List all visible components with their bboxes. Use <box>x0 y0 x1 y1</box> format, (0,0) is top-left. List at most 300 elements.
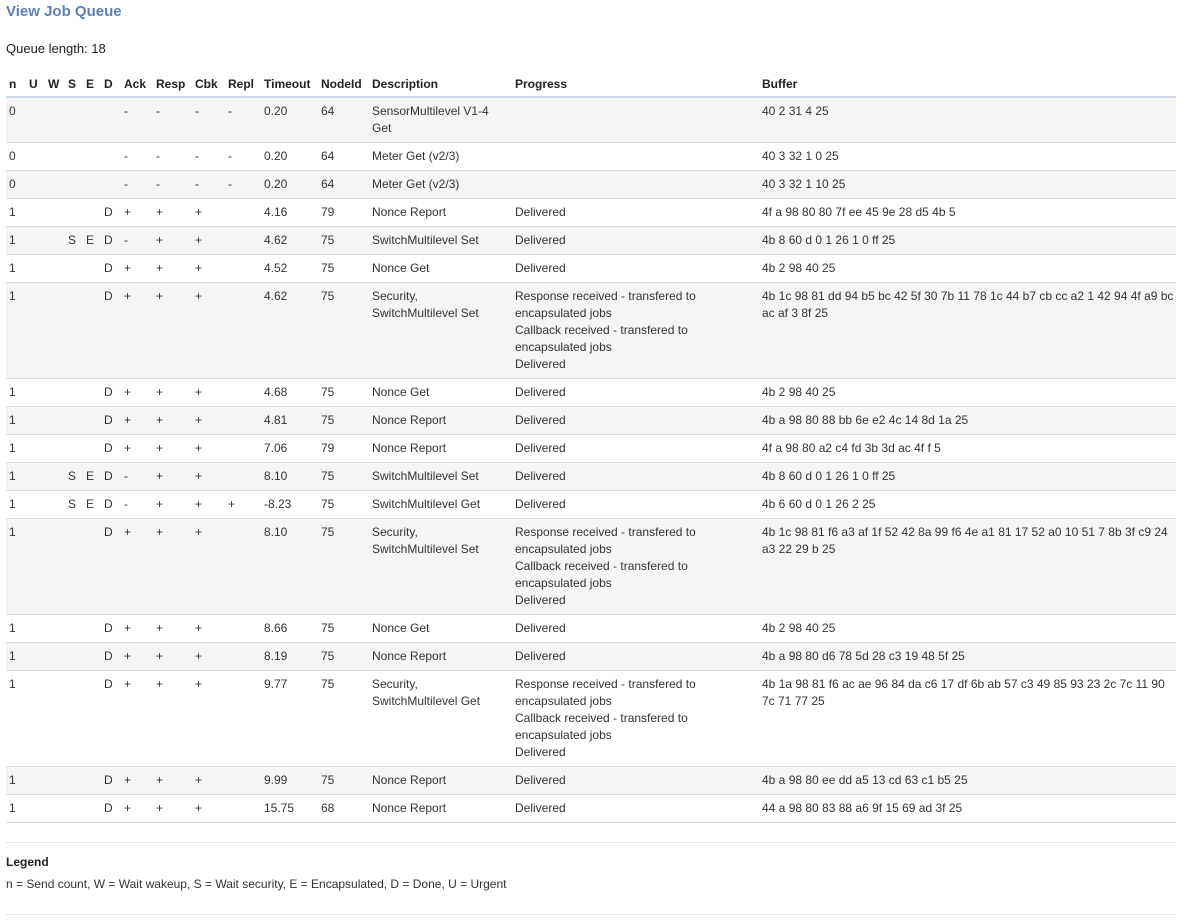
cell-cbk: + <box>192 491 225 519</box>
cell-buffer: 4b 2 98 40 25 <box>759 615 1176 643</box>
cell-wait-security <box>65 199 83 227</box>
cell-buffer: 4b a 98 80 ee dd a5 13 cd 63 c1 b5 25 <box>759 767 1176 795</box>
cell-description <box>369 671 512 767</box>
cell-wait-wakeup <box>45 463 65 491</box>
cell-progress-line: Callback received - transfered to <box>515 559 688 573</box>
table-row <box>6 199 1176 227</box>
cell-repl: - <box>225 143 261 171</box>
cell-buffer: 4b a 98 80 d6 78 5d 28 c3 19 48 5f 25 <box>759 643 1176 671</box>
cell-encapsulated <box>83 519 101 615</box>
cell-repl <box>225 227 261 255</box>
cell-done: D <box>101 199 121 227</box>
legend-divider <box>6 842 1176 843</box>
cell-done <box>101 97 121 143</box>
cell-n: 0 <box>6 171 26 199</box>
cell-timeout: 8.19 <box>261 643 318 671</box>
cell-buffer: 4b 1c 98 81 dd 94 b5 bc 42 5f 30 7b 11 78 1c 44 b7 cb cc a2 1 42 94 4f a9 bc ac af 3 8f 25 <box>759 283 1176 379</box>
cell-description-line: SwitchMultilevel Set <box>372 233 479 247</box>
cell-resp: - <box>153 97 192 143</box>
col-header-nodeid: NodeId <box>318 72 369 97</box>
cell-cbk: + <box>192 283 225 379</box>
cell-description-line: Nonce Report <box>372 649 447 663</box>
cell-repl <box>225 283 261 379</box>
cell-n: 1 <box>6 491 26 519</box>
cell-wait-security <box>65 671 83 767</box>
table-row <box>6 463 1176 491</box>
cell-buffer: 4f a 98 80 80 7f ee 45 9e 28 d5 4b 5 <box>759 199 1176 227</box>
cell-description-line: Nonce Get <box>372 261 430 275</box>
cell-done: D <box>101 435 121 463</box>
table-row <box>6 255 1176 283</box>
cell-buffer: 40 3 32 1 10 25 <box>759 171 1176 199</box>
cell-encapsulated <box>83 199 101 227</box>
cell-urgent <box>26 491 45 519</box>
cell-ack: - <box>121 491 153 519</box>
cell-ack: + <box>121 643 153 671</box>
cell-nodeid: 75 <box>318 643 369 671</box>
cell-wait-wakeup <box>45 143 65 171</box>
cell-urgent <box>26 407 45 435</box>
cell-repl <box>225 643 261 671</box>
cell-cbk: - <box>192 143 225 171</box>
cell-description <box>369 255 512 283</box>
cell-nodeid: 75 <box>318 227 369 255</box>
cell-description-line: Security, <box>372 289 418 303</box>
cell-description-line: SwitchMultilevel Set <box>372 306 479 320</box>
cell-cbk: + <box>192 767 225 795</box>
cell-progress-line: Response received - transfered to <box>515 677 696 691</box>
cell-description <box>369 643 512 671</box>
cell-description <box>369 199 512 227</box>
cell-ack: + <box>121 519 153 615</box>
cell-description-line: Nonce Report <box>372 441 447 455</box>
cell-nodeid: 75 <box>318 255 369 283</box>
col-header-buffer: Buffer <box>759 72 1176 97</box>
cell-wait-security <box>65 97 83 143</box>
cell-cbk: + <box>192 435 225 463</box>
cell-n: 1 <box>6 379 26 407</box>
table-row <box>6 171 1176 199</box>
cell-urgent <box>26 97 45 143</box>
col-header-repl: Repl <box>225 72 261 97</box>
cell-progress <box>512 143 759 171</box>
cell-n: 1 <box>6 795 26 823</box>
cell-n: 1 <box>6 255 26 283</box>
cell-done: D <box>101 615 121 643</box>
cell-description-line: SwitchMultilevel Set <box>372 542 479 556</box>
cell-buffer: 4b 8 60 d 0 1 26 1 0 ff 25 <box>759 463 1176 491</box>
col-header-ack: Ack <box>121 72 153 97</box>
cell-progress-line: Delivered <box>515 413 566 427</box>
cell-repl <box>225 671 261 767</box>
cell-n: 1 <box>6 435 26 463</box>
bottom-divider <box>6 914 1176 915</box>
cell-description-line: Meter Get (v2/3) <box>372 149 460 163</box>
cell-ack: + <box>121 795 153 823</box>
table-row <box>6 283 1176 379</box>
cell-nodeid: 75 <box>318 615 369 643</box>
cell-cbk: + <box>192 407 225 435</box>
cell-repl <box>225 199 261 227</box>
cell-repl <box>225 463 261 491</box>
cell-timeout: 9.77 <box>261 671 318 767</box>
cell-progress-line: Delivered <box>515 745 566 759</box>
table-row <box>6 795 1176 823</box>
cell-n: 1 <box>6 767 26 795</box>
cell-done: D <box>101 643 121 671</box>
cell-wait-security <box>65 519 83 615</box>
cell-progress <box>512 407 759 435</box>
cell-description-line: Get <box>372 121 392 135</box>
cell-wait-wakeup <box>45 97 65 143</box>
cell-resp: + <box>153 227 192 255</box>
cell-urgent <box>26 199 45 227</box>
cell-ack: - <box>121 463 153 491</box>
cell-urgent <box>26 463 45 491</box>
cell-description <box>369 435 512 463</box>
cell-description <box>369 227 512 255</box>
cell-encapsulated <box>83 671 101 767</box>
table-row <box>6 407 1176 435</box>
table-row <box>6 767 1176 795</box>
cell-wait-wakeup <box>45 435 65 463</box>
cell-nodeid: 64 <box>318 143 369 171</box>
cell-encapsulated <box>83 795 101 823</box>
col-header-cbk: Cbk <box>192 72 225 97</box>
cell-progress-line: Callback received - transfered to <box>515 323 688 337</box>
cell-wait-wakeup <box>45 795 65 823</box>
cell-n: 1 <box>6 407 26 435</box>
cell-progress-line: Delivered <box>515 497 566 511</box>
cell-done: D <box>101 519 121 615</box>
cell-wait-wakeup <box>45 255 65 283</box>
cell-description-line: SwitchMultilevel Get <box>372 694 481 708</box>
cell-wait-security <box>65 171 83 199</box>
cell-repl <box>225 407 261 435</box>
cell-buffer: 44 a 98 80 83 88 a6 9f 15 69 ad 3f 25 <box>759 795 1176 823</box>
cell-ack: + <box>121 671 153 767</box>
cell-buffer: 4b 6 60 d 0 1 26 2 25 <box>759 491 1176 519</box>
cell-resp: + <box>153 767 192 795</box>
cell-done: D <box>101 795 121 823</box>
cell-progress-line: Delivered <box>515 205 566 219</box>
cell-progress <box>512 435 759 463</box>
cell-resp: + <box>153 407 192 435</box>
cell-resp: + <box>153 671 192 767</box>
cell-buffer: 40 2 31 4 25 <box>759 97 1176 143</box>
cell-progress-line: encapsulated jobs <box>515 306 612 320</box>
cell-progress-line: Response received - transfered to <box>515 289 696 303</box>
table-row <box>6 97 1176 143</box>
cell-wait-security <box>65 435 83 463</box>
cell-timeout: 8.66 <box>261 615 318 643</box>
cell-resp: - <box>153 143 192 171</box>
cell-timeout: 4.62 <box>261 227 318 255</box>
cell-wait-wakeup <box>45 643 65 671</box>
cell-progress-line: Delivered <box>515 593 566 607</box>
cell-repl: + <box>225 491 261 519</box>
cell-resp: + <box>153 491 192 519</box>
cell-resp: + <box>153 519 192 615</box>
cell-nodeid: 64 <box>318 97 369 143</box>
cell-progress <box>512 519 759 615</box>
cell-encapsulated <box>83 643 101 671</box>
cell-n: 1 <box>6 199 26 227</box>
cell-description <box>369 171 512 199</box>
cell-cbk: - <box>192 171 225 199</box>
cell-progress <box>512 767 759 795</box>
cell-wait-wakeup <box>45 491 65 519</box>
cell-ack: - <box>121 227 153 255</box>
cell-cbk: + <box>192 199 225 227</box>
cell-progress <box>512 643 759 671</box>
cell-timeout: 8.10 <box>261 463 318 491</box>
cell-buffer: 4b 2 98 40 25 <box>759 255 1176 283</box>
cell-timeout: 15.75 <box>261 795 318 823</box>
cell-urgent <box>26 519 45 615</box>
cell-n: 1 <box>6 283 26 379</box>
cell-urgent <box>26 643 45 671</box>
cell-urgent <box>26 283 45 379</box>
cell-ack: + <box>121 283 153 379</box>
cell-wait-wakeup <box>45 407 65 435</box>
cell-description <box>369 519 512 615</box>
cell-description-line: Meter Get (v2/3) <box>372 177 460 191</box>
cell-done: D <box>101 463 121 491</box>
cell-n: 0 <box>6 97 26 143</box>
cell-description-line: Nonce Report <box>372 773 447 787</box>
cell-repl <box>225 435 261 463</box>
cell-wait-security <box>65 795 83 823</box>
cell-ack: - <box>121 97 153 143</box>
cell-urgent <box>26 795 45 823</box>
cell-progress-line: encapsulated jobs <box>515 340 612 354</box>
cell-encapsulated: E <box>83 227 101 255</box>
cell-progress <box>512 227 759 255</box>
cell-description <box>369 491 512 519</box>
cell-buffer: 4b 1c 98 81 f6 a3 af 1f 52 42 8a 99 f6 4e a1 81 17 52 a0 10 51 7 8b 3f c9 24 a3 22 29 b 25 <box>759 519 1176 615</box>
cell-cbk: + <box>192 379 225 407</box>
cell-n: 0 <box>6 143 26 171</box>
cell-timeout: -8.23 <box>261 491 318 519</box>
cell-progress-line: Delivered <box>515 385 566 399</box>
table-row <box>6 379 1176 407</box>
cell-cbk: + <box>192 615 225 643</box>
page-title-link[interactable]: View Job Queue <box>6 3 122 20</box>
cell-description-line: Nonce Report <box>372 801 447 815</box>
cell-done: D <box>101 671 121 767</box>
cell-repl <box>225 379 261 407</box>
cell-description <box>369 767 512 795</box>
cell-urgent <box>26 143 45 171</box>
cell-encapsulated <box>83 615 101 643</box>
cell-description-line: SwitchMultilevel Get <box>372 497 481 511</box>
cell-n: 1 <box>6 463 26 491</box>
cell-encapsulated <box>83 379 101 407</box>
cell-ack: + <box>121 255 153 283</box>
cell-done <box>101 143 121 171</box>
cell-n: 1 <box>6 671 26 767</box>
cell-progress-line: Delivered <box>515 261 566 275</box>
cell-description <box>369 283 512 379</box>
cell-progress <box>512 491 759 519</box>
cell-timeout: 4.62 <box>261 283 318 379</box>
cell-progress-line: Delivered <box>515 441 566 455</box>
job-queue-body <box>6 97 1176 823</box>
cell-nodeid: 75 <box>318 283 369 379</box>
cell-n: 1 <box>6 227 26 255</box>
col-header-w: W <box>45 72 65 97</box>
table-row <box>6 143 1176 171</box>
cell-timeout: 0.20 <box>261 97 318 143</box>
cell-wait-wakeup <box>45 615 65 643</box>
cell-urgent <box>26 615 45 643</box>
cell-progress <box>512 615 759 643</box>
cell-progress <box>512 255 759 283</box>
cell-progress-line: Delivered <box>515 357 566 371</box>
col-header-resp: Resp <box>153 72 192 97</box>
col-header-e: E <box>83 72 101 97</box>
cell-ack: - <box>121 143 153 171</box>
legend-title: Legend <box>6 855 49 869</box>
cell-wait-wakeup <box>45 519 65 615</box>
cell-encapsulated <box>83 407 101 435</box>
cell-description-line: Nonce Get <box>372 621 430 635</box>
col-header-progress: Progress <box>512 72 759 97</box>
cell-description-line: Nonce Report <box>372 205 447 219</box>
cell-cbk: + <box>192 463 225 491</box>
cell-progress <box>512 199 759 227</box>
cell-repl <box>225 519 261 615</box>
cell-timeout: 0.20 <box>261 171 318 199</box>
cell-done: D <box>101 283 121 379</box>
legend-text: n = Send count, W = Wait wakeup, S = Wait security, E = Encapsulated, D = Done, U = Urgent <box>6 877 507 891</box>
cell-description <box>369 97 512 143</box>
cell-description-line: Security, <box>372 677 418 691</box>
cell-progress-line: encapsulated jobs <box>515 694 612 708</box>
cell-nodeid: 75 <box>318 767 369 795</box>
cell-progress-line: Delivered <box>515 621 566 635</box>
table-row <box>6 227 1176 255</box>
cell-done: D <box>101 227 121 255</box>
cell-cbk: + <box>192 795 225 823</box>
cell-cbk: + <box>192 643 225 671</box>
cell-urgent <box>26 435 45 463</box>
cell-done: D <box>101 407 121 435</box>
cell-done: D <box>101 491 121 519</box>
cell-timeout: 8.10 <box>261 519 318 615</box>
cell-description <box>369 379 512 407</box>
table-row <box>6 671 1176 767</box>
cell-nodeid: 68 <box>318 795 369 823</box>
cell-repl <box>225 615 261 643</box>
cell-repl <box>225 767 261 795</box>
cell-progress-line: Callback received - transfered to <box>515 711 688 725</box>
cell-description <box>369 407 512 435</box>
table-row <box>6 519 1176 615</box>
cell-encapsulated <box>83 283 101 379</box>
cell-description-line: SensorMultilevel V1-4 <box>372 104 489 118</box>
table-header-row <box>6 72 1176 97</box>
cell-progress-line: encapsulated jobs <box>515 542 612 556</box>
cell-timeout: 4.68 <box>261 379 318 407</box>
cell-nodeid: 79 <box>318 435 369 463</box>
cell-buffer: 4b 1a 98 81 f6 ac ae 96 84 da c6 17 df 6b ab 57 c3 49 85 93 23 2c 7c 11 90 7c 71 77 25 <box>759 671 1176 767</box>
cell-urgent <box>26 227 45 255</box>
cell-nodeid: 79 <box>318 199 369 227</box>
cell-timeout: 7.06 <box>261 435 318 463</box>
cell-progress <box>512 283 759 379</box>
cell-wait-wakeup <box>45 379 65 407</box>
col-header-description: Description <box>369 72 512 97</box>
cell-timeout: 9.99 <box>261 767 318 795</box>
cell-wait-wakeup <box>45 283 65 379</box>
cell-wait-security <box>65 379 83 407</box>
cell-description <box>369 795 512 823</box>
cell-description-line: Nonce Report <box>372 413 447 427</box>
cell-progress <box>512 97 759 143</box>
cell-resp: + <box>153 643 192 671</box>
cell-timeout: 4.81 <box>261 407 318 435</box>
cell-wait-wakeup <box>45 199 65 227</box>
cell-wait-security <box>65 643 83 671</box>
cell-description-line: SwitchMultilevel Set <box>372 469 479 483</box>
cell-cbk: + <box>192 519 225 615</box>
cell-progress-line: Delivered <box>515 233 566 247</box>
cell-repl: - <box>225 171 261 199</box>
cell-nodeid: 64 <box>318 171 369 199</box>
cell-resp: + <box>153 199 192 227</box>
cell-urgent <box>26 767 45 795</box>
cell-urgent <box>26 671 45 767</box>
col-header-d: D <box>101 72 121 97</box>
cell-ack: + <box>121 407 153 435</box>
cell-progress-line: Delivered <box>515 801 566 815</box>
cell-buffer: 4b 2 98 40 25 <box>759 379 1176 407</box>
table-row <box>6 491 1176 519</box>
cell-nodeid: 75 <box>318 491 369 519</box>
cell-n: 1 <box>6 519 26 615</box>
cell-resp: + <box>153 795 192 823</box>
cell-progress-line: Delivered <box>515 773 566 787</box>
cell-nodeid: 75 <box>318 463 369 491</box>
col-header-timeout: Timeout <box>261 72 318 97</box>
cell-progress-line: Response received - transfered to <box>515 525 696 539</box>
cell-done: D <box>101 255 121 283</box>
cell-encapsulated <box>83 255 101 283</box>
cell-progress-line: encapsulated jobs <box>515 728 612 742</box>
cell-resp: + <box>153 463 192 491</box>
cell-encapsulated <box>83 767 101 795</box>
cell-ack: + <box>121 435 153 463</box>
cell-description-line: Security, <box>372 525 418 539</box>
cell-progress <box>512 171 759 199</box>
cell-buffer: 4f a 98 80 a2 c4 fd 3b 3d ac 4f f 5 <box>759 435 1176 463</box>
cell-ack: - <box>121 171 153 199</box>
cell-resp: - <box>153 171 192 199</box>
cell-progress-line: Delivered <box>515 649 566 663</box>
cell-buffer: 4b a 98 80 88 bb 6e e2 4c 14 8d 1a 25 <box>759 407 1176 435</box>
cell-cbk: + <box>192 671 225 767</box>
cell-cbk: - <box>192 97 225 143</box>
col-header-n: n <box>6 72 26 97</box>
col-header-s: S <box>65 72 83 97</box>
cell-encapsulated <box>83 435 101 463</box>
cell-wait-security: S <box>65 463 83 491</box>
cell-wait-security: S <box>65 491 83 519</box>
cell-urgent <box>26 171 45 199</box>
cell-cbk: + <box>192 227 225 255</box>
